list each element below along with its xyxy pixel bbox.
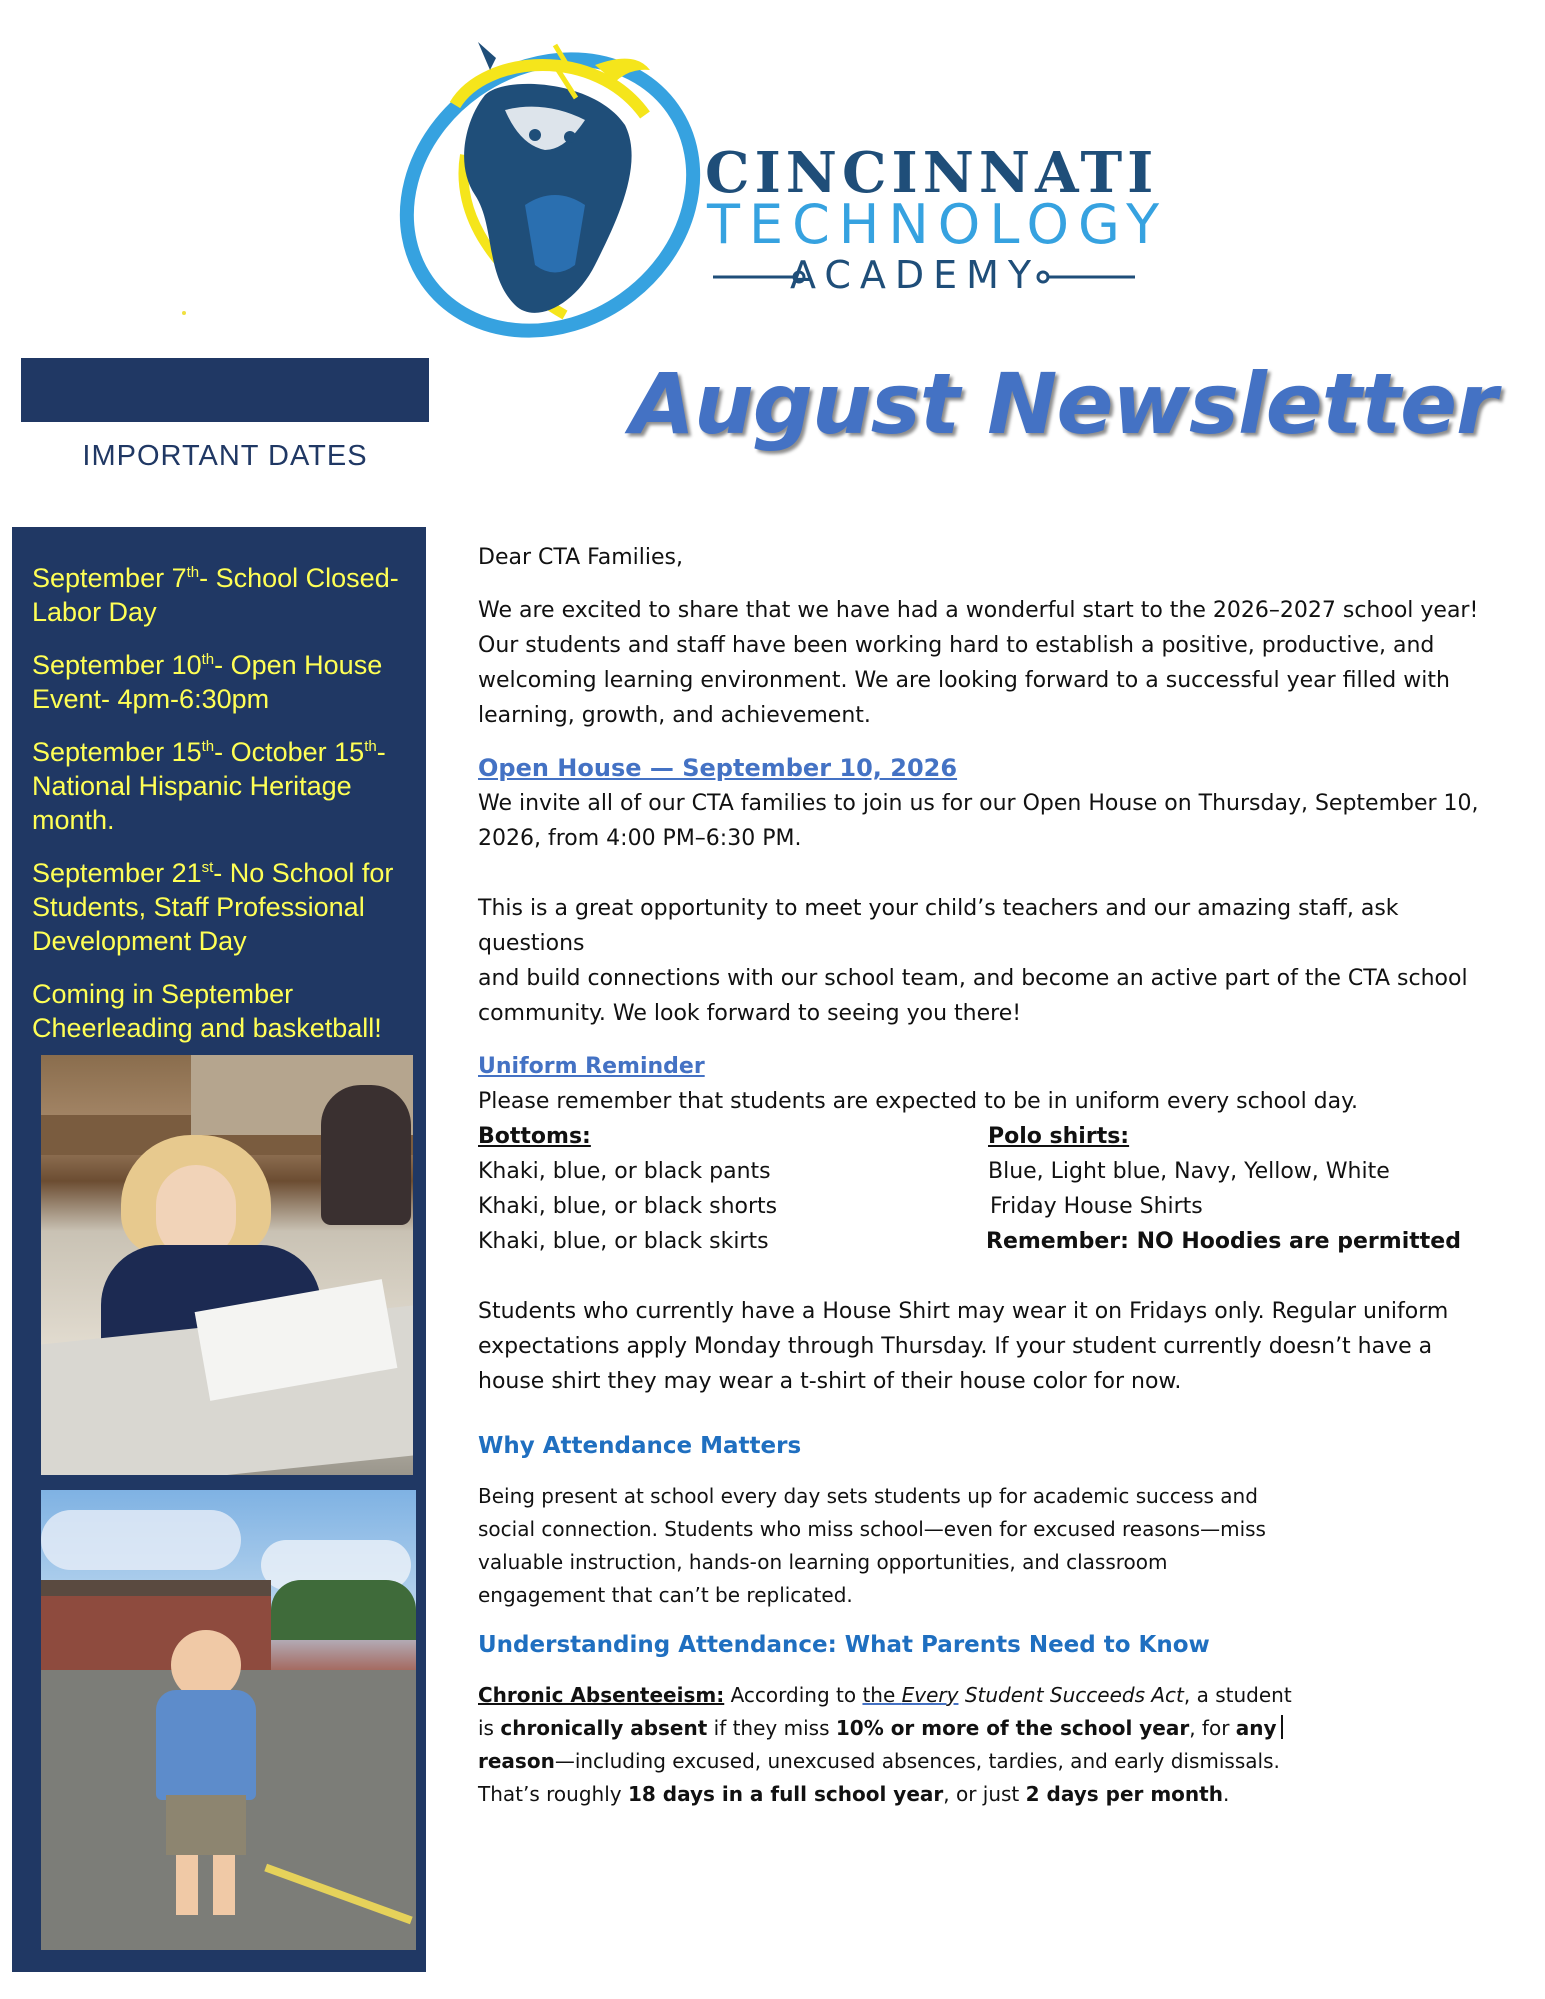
polo-item: Friday House Shirts	[990, 1194, 1203, 1219]
text-line: house shirt they may wear a t-shirt of their house color for now.	[478, 1369, 1182, 1394]
date-item: September 10th- Open House Event- 4pm-6:30pm	[32, 650, 383, 714]
classroom-photo	[41, 1055, 413, 1475]
text-line: community. We look forward to seeing you there!	[478, 1001, 1022, 1026]
bottoms-item: Khaki, blue, or black shorts	[478, 1194, 778, 1219]
date-item: September 15th- October 15th- National Hispanic Heritage month.	[32, 737, 386, 835]
polo-label: Polo shirts:	[988, 1124, 1130, 1149]
circuit-line-right-icon	[1035, 270, 1135, 284]
text-line: This is a great opportunity to meet your child’s teachers and our amazing staff, ask questions	[478, 896, 1399, 956]
understanding-attendance-heading: Understanding Attendance: What Parents Need to Know	[478, 1632, 1210, 1658]
open-house-heading[interactable]: Open House — September 10, 2026	[478, 754, 958, 782]
text-line: and build connections with our school team, and become an active part of the CTA school	[478, 966, 1468, 991]
date-item: Coming in September Cheerleading and basketball!	[32, 979, 382, 1043]
text-line: We invite all of our CTA families to join us for our Open House on Thursday, September 10,	[478, 791, 1479, 816]
school-logo	[395, 25, 1169, 360]
text-line: is chronically absent if they miss 10% or more of the school year, for any	[478, 1712, 1508, 1745]
logo-line-3: ACADEMY	[790, 253, 1041, 297]
attendance-paragraph	[478, 1480, 1508, 1612]
decorative-dot	[182, 311, 186, 315]
greeting: Dear CTA Families,	[478, 545, 684, 570]
text-line: That’s roughly 18 days in a full school year, or just 2 days per month.	[478, 1782, 1230, 1806]
bottoms-column	[478, 1119, 978, 1259]
text-line: Being present at school every day sets students up for academic success and	[478, 1484, 1258, 1508]
text-line: engagement that can’t be replicated.	[478, 1583, 853, 1607]
date-item: September 21st- No School for Students, Staff Professional Development Day	[32, 858, 394, 956]
newsletter-body	[478, 540, 1508, 1811]
intro-paragraph	[478, 593, 1508, 733]
newsletter-title: August Newsletter	[630, 355, 1497, 453]
uniform-heading[interactable]: Uniform Reminder	[478, 1054, 705, 1079]
bottoms-label: Bottoms:	[478, 1124, 591, 1149]
house-shirt-paragraph	[478, 1294, 1508, 1399]
text-line: Chronic Absenteeism: According to the Every Student Succeeds Act, a student	[478, 1683, 1292, 1707]
text-cursor	[1281, 1715, 1283, 1739]
important-dates-heading: IMPORTANT DATES	[82, 440, 368, 472]
text-line: social connection. Students who miss school—even for excused reasons—miss	[478, 1517, 1266, 1541]
text-line: learning, growth, and achievement.	[478, 703, 871, 728]
polo-item: Blue, Light blue, Navy, Yellow, White	[988, 1159, 1390, 1184]
open-house-paragraph-1	[478, 786, 1508, 856]
text-line: expectations apply Monday through Thursday. If your student currently doesn’t have a	[478, 1334, 1433, 1359]
dates-list	[32, 561, 417, 1064]
text-line: We are excited to share that we have had a wonderful start to the 2026–2027 school year!	[478, 598, 1479, 623]
polo-column	[986, 1119, 1506, 1259]
bottoms-item: Khaki, blue, or black pants	[478, 1159, 771, 1184]
bull-icon	[395, 25, 705, 360]
open-house-paragraph-2	[478, 891, 1508, 1031]
text-line: reason—including excused, unexcused absences, tardies, and early dismissals.	[478, 1749, 1280, 1773]
text-line: Students who currently have a House Shirt may wear it on Fridays only. Regular uniform	[478, 1299, 1449, 1324]
important-dates-sidebar	[12, 527, 426, 1972]
dates-header-bar	[21, 358, 429, 422]
text-line: 2026, from 4:00 PM–6:30 PM.	[478, 826, 802, 851]
date-item: September 7th- School Closed- Labor Day	[32, 563, 399, 627]
hoodie-reminder: Remember: NO Hoodies are permitted	[986, 1229, 1461, 1254]
text-line: Our students and staff have been working hard to establish a positive, productive, and	[478, 633, 1435, 658]
logo-line-1: CINCINNATI	[705, 140, 1159, 206]
text-line: welcoming learning environment. We are looking forward to a successful year filled with	[478, 668, 1450, 693]
uniform-table	[478, 1119, 1508, 1259]
student-thumbs-up-photo	[41, 1490, 416, 1950]
logo-line-2: TECHNOLOGY	[707, 193, 1169, 256]
chronic-absenteeism-paragraph	[478, 1679, 1508, 1811]
text-line: valuable instruction, hands-on learning opportunities, and classroom	[478, 1550, 1168, 1574]
bottoms-item: Khaki, blue, or black skirts	[478, 1229, 769, 1254]
uniform-intro: Please remember that students are expected to be in uniform every school day.	[478, 1089, 1358, 1114]
attendance-heading: Why Attendance Matters	[478, 1433, 802, 1459]
